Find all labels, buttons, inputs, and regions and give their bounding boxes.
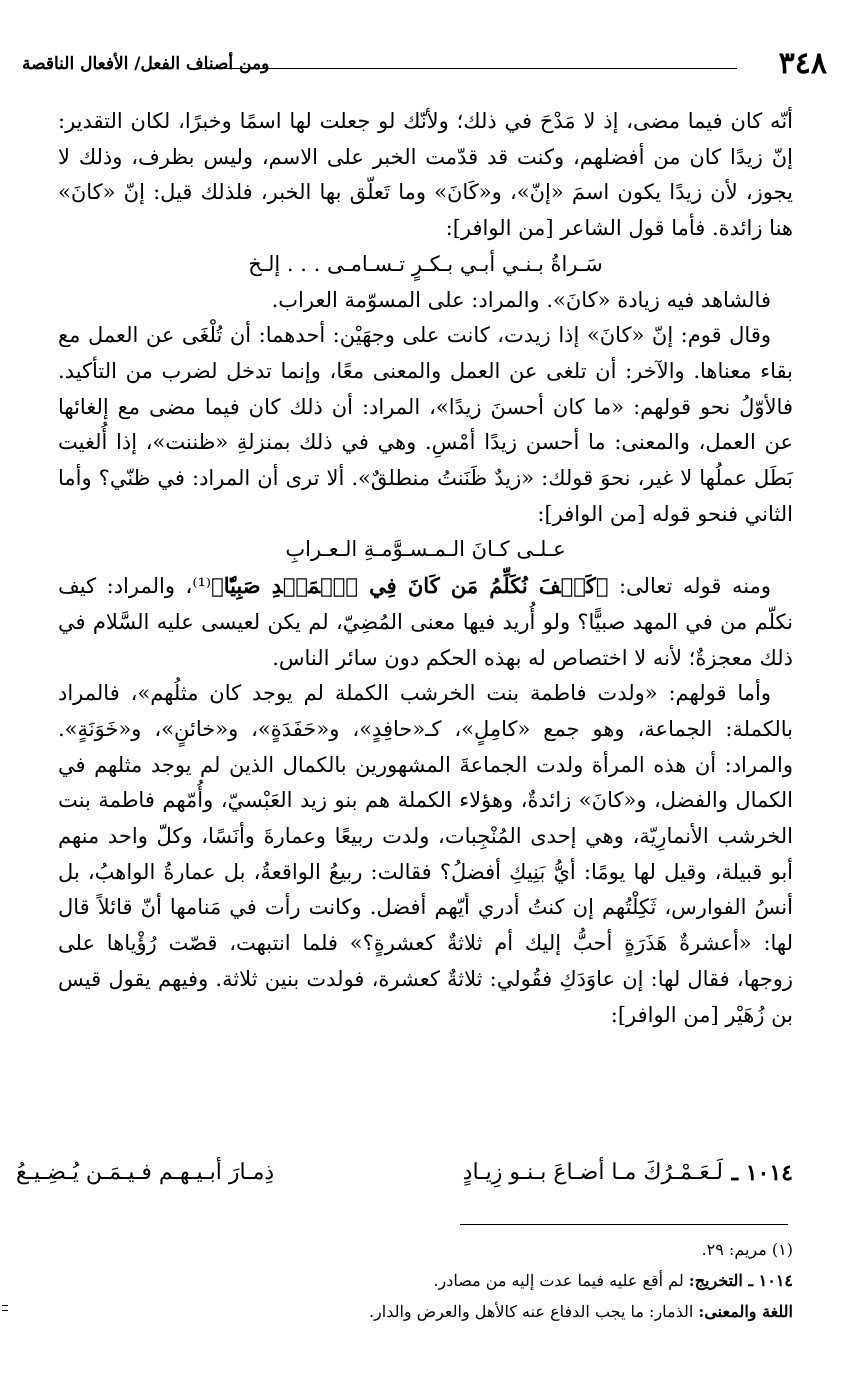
main-text <box>58 104 793 1033</box>
verse-quote-2: عـلـى كـانَ الـمـسـوَّمـةِ الـعـرابِ <box>285 537 566 562</box>
footnote-2 <box>60 1265 793 1296</box>
running-title: ومن أصناف الفعل/ الأفعال الناقصة <box>22 54 270 74</box>
page-number: ٣٤٨ <box>778 46 827 81</box>
quran-verse: ﴿كَيۡفَ نُكَلِّمُ مَن كَانَ فِي ٱلۡمَهۡدِ صَبِيّٗا﴾ <box>211 573 609 599</box>
header-rule <box>192 68 737 69</box>
footnote-rule <box>460 1224 788 1225</box>
verse-hemistich-first: لَـعَـمْـرُكَ مـا أضـاعَ بـنـو زِيـادٍ <box>462 1160 723 1185</box>
paragraph-2: فالشاهد فيه زيادة «كانَ». والمراد: على المسوّمة العراب. <box>271 287 771 312</box>
verse-quote-1: سَـراةُ بـنـي أبـي بـكـرٍ تـسـامـى . . . إلـخ <box>248 251 603 276</box>
footnote-2-label: ١٠١٤ ـ التخريج: <box>688 1271 793 1290</box>
numbered-verse <box>16 1160 793 1200</box>
footnote-3-label: اللغة والمعنى: <box>698 1302 793 1321</box>
footnote-ref: ⁽¹⁾ <box>192 574 212 599</box>
footnote-1: (١) مريم: ٢٩. <box>701 1240 793 1259</box>
edge-mark <box>2 1305 8 1311</box>
paragraph-3: وقال قوم: إنّ «كانَ» إذا زيدت، كانت على وجهَيْن: أحدهما: أن تُلْغَى عن العمل مع بقاء معناها. والآخر: أن تلغى عن العمل والمعنى معًا، وإنما تدخل لضرب من التأكيد. فالأوّلُ نحو قولهم: «ما كان أحسنَ زيدًا»، المراد: أن ذلك كان فيما مضى مع إلغائها عن العمل، والمعنى: ما أحسن زيدًا أمْسِ. وهي في ذلك بمنزلةِ «ظننت»، إذا أُلغيت بَطَل عملُها لا غير، نحوَ قولك: «زيدٌ ظَنَنتُ منطلقٌ». ألا ترى أن المراد: في ظنّي؟ وأما الثاني فنحو قوله [من الوافر]: <box>58 323 793 526</box>
footnote-2-text: لم أقع عليه فيما عدت إليه من مصادر. <box>433 1271 689 1290</box>
paragraph-1: أنّه كان فيما مضى، إذ لا مَدْحَ في ذلك؛ ولأنّك لو جعلت لها اسمًا وخبرًا، لكان التقدير: إنّ زيدًا كان من أفضلهم، وكنت قد قدّمت الخبر على الاسم، وليس بظرف، وذلك لا يجوز، لأن زيدًا يكون اسمَ «إنّ»، و«كَانَ» وما تَعلّق بها الخبر، فلذلك قيل: إنّ «كانَ» هنا زائدة. فأما قول الشاعر [من الوافر]: <box>58 109 793 241</box>
footnotes <box>60 1234 793 1327</box>
verse-number: ١٠١٤ ـ <box>731 1160 793 1186</box>
verse-hemistich-second: ذِمـارَ أبـيـهـم فـيـمَـن يُـضِـيـعُ <box>16 1160 275 1185</box>
paragraph-4 <box>58 568 793 676</box>
page-header <box>22 44 827 84</box>
paragraph-5: وأما قولهم: «ولدت فاطمة بنت الخرشب الكملة لم يوجد كان مثلُهم»، فالمراد بالكملة: الجماعة، وهو جمع «كامِلٍ»، كـ«حافِدٍ»، و«حَفَدَةٍ»، و«خائنٍ»، و«خَوَنَةٍ». والمراد: أن هذه المرأة ولدت الجماعةَ المشهورين بالكمال الذين لم يوجد مثلهم في الكمال والفضل، و«كانَ» زائدةٌ، وهؤلاء الكملة هم بنو زيد العَبْسيّ، وأُمّهم فاطمة بنت الخرشب الأنمارِيّة، وهي إحدى المُنْجِبات، ولدت ربيعًا وعمارةَ وأنَسًا، وكلّ واحد منهم أبو قبيلة، وقيل لها يومًا: أيُّ بَنِيكِ أفضلُ؟ فقالت: ربيعُ الواقعةُ، بل عمارةُ الواهبُ، بل أنسُ الفوارس، ثَكِلْتُهم إن كنتُ أدري أيّهم أفضل. وكانت رأت في مَنامها أنّ قائلاً قال لها: «أعشرةٌ هَذَرَةٍ أحبُّ إليك أم ثلاثةٌ كعشرةٍ؟» فلما انتبهت، قصّت رُؤْياها على زوجها، فقال لها: إن عاوَدَكِ فقُولي: ثلاثةٌ كعشرة، فولدت بنين ثلاثة. وفيهم يقول قيس بن زُهَيْر [من الوافر]: <box>58 681 793 1027</box>
footnote-3 <box>60 1296 793 1327</box>
footnote-3-text: الذمار: ما يجب الدفاع عنه كالأهل والعرض والدار. <box>368 1302 699 1321</box>
paragraph-4-intro: ومنه قوله تعالى: <box>608 574 771 599</box>
paragraph-4-rest: ، والمراد: كيف نكلّم من في المهد صبيًّا؟ ولو أُريد فيها معنى المُضِيّ، لم يكن لعيسى عليه السَّلام في ذلك معجزةٌ؛ لأنه لا اختصاص له بهذه الحكم دون سائر الناس. <box>58 574 793 670</box>
